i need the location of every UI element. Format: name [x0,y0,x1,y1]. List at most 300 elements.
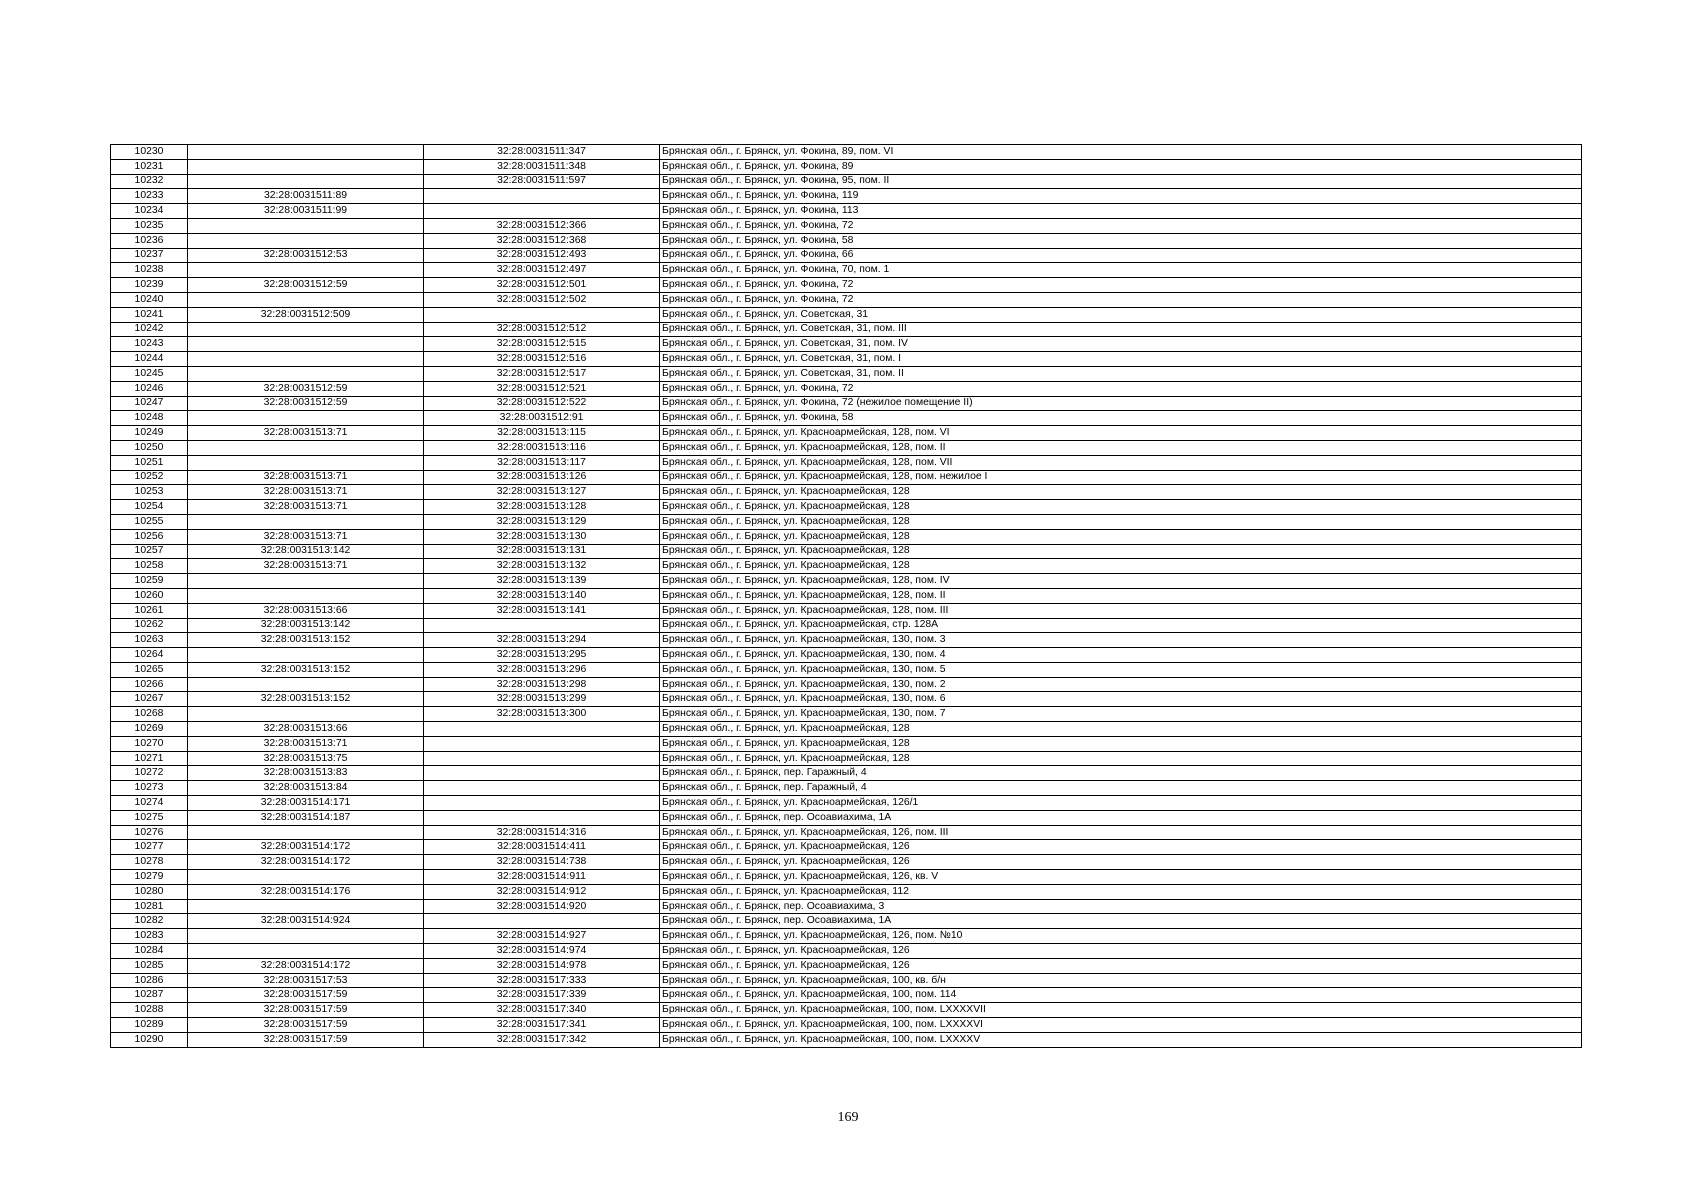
object-cadastral-number-cell: 32:28:0031517:333 [424,973,660,988]
table-row [111,514,1582,529]
object-cadastral-number-cell: 32:28:0031513:131 [424,544,660,559]
address-cell: Брянская обл., г. Брянск, ул. Красноармейская, 128, пом. II [660,588,1582,603]
row-number-cell: 10263 [111,633,188,648]
object-cadastral-number-cell: 32:28:0031512:517 [424,366,660,381]
address-cell: Брянская обл., г. Брянск, ул. Красноармейская, 126, пом. III [660,825,1582,840]
object-cadastral-number-cell: 32:28:0031512:501 [424,278,660,293]
table-row [111,988,1582,1003]
row-number-cell: 10236 [111,233,188,248]
object-cadastral-number-cell [424,810,660,825]
property-register-table [110,144,1582,1048]
land-cadastral-number-cell: 32:28:0031514:924 [188,914,424,929]
row-number-cell: 10251 [111,455,188,470]
row-number-cell: 10232 [111,174,188,189]
row-number-cell: 10257 [111,544,188,559]
object-cadastral-number-cell: 32:28:0031512:366 [424,218,660,233]
row-number-cell: 10267 [111,692,188,707]
land-cadastral-number-cell [188,455,424,470]
land-cadastral-number-cell: 32:28:0031513:142 [188,618,424,633]
land-cadastral-number-cell [188,174,424,189]
address-cell: Брянская обл., г. Брянск, ул. Фокина, 58 [660,411,1582,426]
land-cadastral-number-cell [188,145,424,160]
table-row [111,204,1582,219]
row-number-cell: 10274 [111,796,188,811]
table-row [111,781,1582,796]
address-cell: Брянская обл., г. Брянск, ул. Красноармейская, 126 [660,840,1582,855]
table-row [111,1003,1582,1018]
row-number-cell: 10262 [111,618,188,633]
land-cadastral-number-cell [188,929,424,944]
address-cell: Брянская обл., г. Брянск, ул. Красноармейская, 100, пом. 114 [660,988,1582,1003]
address-cell: Брянская обл., г. Брянск, ул. Советская, 31 [660,307,1582,322]
table-row [111,751,1582,766]
land-cadastral-number-cell [188,218,424,233]
address-cell: Брянская обл., г. Брянск, ул. Красноармейская, 130, пом. 4 [660,648,1582,663]
address-cell: Брянская обл., г. Брянск, ул. Фокина, 89 [660,159,1582,174]
row-number-cell: 10248 [111,411,188,426]
row-number-cell: 10264 [111,648,188,663]
land-cadastral-number-cell [188,514,424,529]
land-cadastral-number-cell [188,159,424,174]
land-cadastral-number-cell [188,233,424,248]
address-cell: Брянская обл., г. Брянск, ул. Красноармейская, 130, пом. 3 [660,633,1582,648]
address-cell: Брянская обл., г. Брянск, ул. Красноармейская, 128 [660,485,1582,500]
table-row [111,825,1582,840]
address-cell: Брянская обл., г. Брянск, ул. Фокина, 72 [660,381,1582,396]
row-number-cell: 10276 [111,825,188,840]
land-cadastral-number-cell: 32:28:0031514:172 [188,855,424,870]
address-cell: Брянская обл., г. Брянск, ул. Красноармейская, 130, пом. 6 [660,692,1582,707]
land-cadastral-number-cell [188,337,424,352]
address-cell: Брянская обл., г. Брянск, ул. Красноармейская, 126, кв. V [660,870,1582,885]
object-cadastral-number-cell: 32:28:0031513:139 [424,574,660,589]
land-cadastral-number-cell: 32:28:0031513:152 [188,633,424,648]
object-cadastral-number-cell [424,796,660,811]
land-cadastral-number-cell: 32:28:0031513:66 [188,722,424,737]
object-cadastral-number-cell: 32:28:0031512:515 [424,337,660,352]
table-row [111,840,1582,855]
land-cadastral-number-cell: 32:28:0031514:172 [188,840,424,855]
object-cadastral-number-cell: 32:28:0031513:116 [424,440,660,455]
row-number-cell: 10237 [111,248,188,263]
object-cadastral-number-cell [424,204,660,219]
table-row [111,899,1582,914]
object-cadastral-number-cell: 32:28:0031511:348 [424,159,660,174]
address-cell: Брянская обл., г. Брянск, ул. Красноармейская, 126/1 [660,796,1582,811]
table-row [111,973,1582,988]
row-number-cell: 10269 [111,722,188,737]
address-cell: Брянская обл., г. Брянск, ул. Фокина, 66 [660,248,1582,263]
land-cadastral-number-cell [188,352,424,367]
object-cadastral-number-cell: 32:28:0031514:911 [424,870,660,885]
table-row [111,292,1582,307]
land-cadastral-number-cell: 32:28:0031511:99 [188,204,424,219]
table-row [111,381,1582,396]
land-cadastral-number-cell: 32:28:0031514:176 [188,884,424,899]
address-cell: Брянская обл., г. Брянск, пер. Гаражный, 4 [660,766,1582,781]
land-cadastral-number-cell: 32:28:0031512:509 [188,307,424,322]
land-cadastral-number-cell: 32:28:0031513:75 [188,751,424,766]
table-row [111,544,1582,559]
table-row [111,263,1582,278]
address-cell: Брянская обл., г. Брянск, ул. Красноармейская, стр. 128А [660,618,1582,633]
table-row [111,159,1582,174]
table-row [111,855,1582,870]
table-row [111,411,1582,426]
table-row [111,322,1582,337]
object-cadastral-number-cell: 32:28:0031517:340 [424,1003,660,1018]
land-cadastral-number-cell: 32:28:0031517:59 [188,1018,424,1033]
row-number-cell: 10266 [111,677,188,692]
address-cell: Брянская обл., г. Брянск, пер. Осоавиахима, 1А [660,810,1582,825]
object-cadastral-number-cell: 32:28:0031514:927 [424,929,660,944]
table-row [111,736,1582,751]
object-cadastral-number-cell: 32:28:0031513:132 [424,559,660,574]
table-row [111,603,1582,618]
table-row [111,796,1582,811]
table-row [111,648,1582,663]
land-cadastral-number-cell [188,574,424,589]
row-number-cell: 10280 [111,884,188,899]
row-number-cell: 10247 [111,396,188,411]
table-row [111,174,1582,189]
address-cell: Брянская обл., г. Брянск, ул. Красноармейская, 128 [660,751,1582,766]
row-number-cell: 10284 [111,944,188,959]
row-number-cell: 10258 [111,559,188,574]
address-cell: Брянская обл., г. Брянск, ул. Фокина, 119 [660,189,1582,204]
table-row [111,396,1582,411]
object-cadastral-number-cell: 32:28:0031513:129 [424,514,660,529]
table-body [111,145,1582,1048]
row-number-cell: 10230 [111,145,188,160]
object-cadastral-number-cell: 32:28:0031514:912 [424,884,660,899]
address-cell: Брянская обл., г. Брянск, ул. Красноармейская, 128, пом. II [660,440,1582,455]
object-cadastral-number-cell: 32:28:0031513:128 [424,500,660,515]
object-cadastral-number-cell: 32:28:0031512:521 [424,381,660,396]
address-cell: Брянская обл., г. Брянск, ул. Красноармейская, 126 [660,855,1582,870]
address-cell: Брянская обл., г. Брянск, ул. Красноармейская, 128 [660,514,1582,529]
address-cell: Брянская обл., г. Брянск, ул. Красноармейская, 128, пом. VI [660,426,1582,441]
object-cadastral-number-cell: 32:28:0031511:347 [424,145,660,160]
land-cadastral-number-cell [188,870,424,885]
object-cadastral-number-cell: 32:28:0031517:339 [424,988,660,1003]
row-number-cell: 10239 [111,278,188,293]
object-cadastral-number-cell [424,189,660,204]
object-cadastral-number-cell: 32:28:0031512:502 [424,292,660,307]
table-row [111,366,1582,381]
row-number-cell: 10288 [111,1003,188,1018]
address-cell: Брянская обл., г. Брянск, ул. Красноармейская, 126 [660,958,1582,973]
table-row [111,233,1582,248]
table-row [111,529,1582,544]
land-cadastral-number-cell [188,292,424,307]
row-number-cell: 10233 [111,189,188,204]
row-number-cell: 10271 [111,751,188,766]
object-cadastral-number-cell: 32:28:0031512:493 [424,248,660,263]
land-cadastral-number-cell: 32:28:0031514:187 [188,810,424,825]
object-cadastral-number-cell: 32:28:0031514:411 [424,840,660,855]
table-row [111,1032,1582,1047]
address-cell: Брянская обл., г. Брянск, пер. Осоавиахима, 3 [660,899,1582,914]
object-cadastral-number-cell: 32:28:0031513:115 [424,426,660,441]
object-cadastral-number-cell [424,307,660,322]
row-number-cell: 10285 [111,958,188,973]
object-cadastral-number-cell [424,781,660,796]
land-cadastral-number-cell: 32:28:0031517:59 [188,988,424,1003]
row-number-cell: 10253 [111,485,188,500]
table-row [111,677,1582,692]
table-row [111,618,1582,633]
land-cadastral-number-cell: 32:28:0031512:59 [188,278,424,293]
address-cell: Брянская обл., г. Брянск, ул. Красноармейская, 130, пом. 5 [660,662,1582,677]
table-row [111,810,1582,825]
table-row [111,278,1582,293]
object-cadastral-number-cell: 32:28:0031513:141 [424,603,660,618]
land-cadastral-number-cell: 32:28:0031513:152 [188,692,424,707]
table-row [111,766,1582,781]
table-row [111,722,1582,737]
row-number-cell: 10235 [111,218,188,233]
land-cadastral-number-cell: 32:28:0031513:71 [188,559,424,574]
row-number-cell: 10282 [111,914,188,929]
table-row [111,337,1582,352]
page-number: 169 [837,1110,859,1125]
address-cell: Брянская обл., г. Брянск, ул. Красноармейская, 100, пом. LXXXXV [660,1032,1582,1047]
address-cell: Брянская обл., г. Брянск, ул. Фокина, 70, пом. 1 [660,263,1582,278]
row-number-cell: 10265 [111,662,188,677]
land-cadastral-number-cell [188,366,424,381]
row-number-cell: 10275 [111,810,188,825]
row-number-cell: 10243 [111,337,188,352]
land-cadastral-number-cell [188,944,424,959]
object-cadastral-number-cell: 32:28:0031514:316 [424,825,660,840]
table-row [111,914,1582,929]
row-number-cell: 10256 [111,529,188,544]
address-cell: Брянская обл., г. Брянск, ул. Красноармейская, 128 [660,559,1582,574]
land-cadastral-number-cell [188,322,424,337]
address-cell: Брянская обл., г. Брянск, пер. Осоавиахима, 1А [660,914,1582,929]
object-cadastral-number-cell: 32:28:0031513:300 [424,707,660,722]
object-cadastral-number-cell [424,736,660,751]
address-cell: Брянская обл., г. Брянск, ул. Красноармейская, 130, пом. 7 [660,707,1582,722]
address-cell: Брянская обл., г. Брянск, ул. Советская, 31, пом. I [660,352,1582,367]
object-cadastral-number-cell: 32:28:0031512:516 [424,352,660,367]
land-cadastral-number-cell: 32:28:0031514:171 [188,796,424,811]
address-cell: Брянская обл., г. Брянск, ул. Красноармейская, 128 [660,529,1582,544]
land-cadastral-number-cell: 32:28:0031513:152 [188,662,424,677]
address-cell: Брянская обл., г. Брянск, ул. Красноармейская, 128, пом. IV [660,574,1582,589]
address-cell: Брянская обл., г. Брянск, ул. Красноармейская, 128 [660,500,1582,515]
object-cadastral-number-cell: 32:28:0031513:130 [424,529,660,544]
table-row [111,884,1582,899]
address-cell: Брянская обл., г. Брянск, ул. Фокина, 58 [660,233,1582,248]
address-cell: Брянская обл., г. Брянск, ул. Фокина, 89, пом. VI [660,145,1582,160]
land-cadastral-number-cell: 32:28:0031513:71 [188,426,424,441]
row-number-cell: 10286 [111,973,188,988]
table-row [111,485,1582,500]
object-cadastral-number-cell: 32:28:0031513:140 [424,588,660,603]
object-cadastral-number-cell [424,722,660,737]
row-number-cell: 10279 [111,870,188,885]
land-cadastral-number-cell: 32:28:0031513:71 [188,736,424,751]
land-cadastral-number-cell: 32:28:0031513:83 [188,766,424,781]
row-number-cell: 10272 [111,766,188,781]
row-number-cell: 10246 [111,381,188,396]
row-number-cell: 10250 [111,440,188,455]
table-row [111,500,1582,515]
row-number-cell: 10234 [111,204,188,219]
table-row [111,440,1582,455]
address-cell: Брянская обл., г. Брянск, ул. Красноармейская, 126, пом. №10 [660,929,1582,944]
row-number-cell: 10255 [111,514,188,529]
land-cadastral-number-cell [188,648,424,663]
table-row [111,352,1582,367]
table-row [111,145,1582,160]
land-cadastral-number-cell [188,707,424,722]
table-row [111,958,1582,973]
row-number-cell: 10283 [111,929,188,944]
address-cell: Брянская обл., г. Брянск, ул. Советская, 31, пом. II [660,366,1582,381]
row-number-cell: 10287 [111,988,188,1003]
table-row [111,662,1582,677]
object-cadastral-number-cell: 32:28:0031513:295 [424,648,660,663]
row-number-cell: 10268 [111,707,188,722]
object-cadastral-number-cell: 32:28:0031513:117 [424,455,660,470]
object-cadastral-number-cell: 32:28:0031513:298 [424,677,660,692]
land-cadastral-number-cell: 32:28:0031513:71 [188,500,424,515]
table-row [111,588,1582,603]
land-cadastral-number-cell: 32:28:0031513:66 [188,603,424,618]
object-cadastral-number-cell [424,914,660,929]
land-cadastral-number-cell: 32:28:0031513:71 [188,485,424,500]
row-number-cell: 10259 [111,574,188,589]
row-number-cell: 10245 [111,366,188,381]
row-number-cell: 10240 [111,292,188,307]
address-cell: Брянская обл., г. Брянск, ул. Советская, 31, пом. III [660,322,1582,337]
address-cell: Брянская обл., г. Брянск, ул. Красноармейская, 130, пом. 2 [660,677,1582,692]
address-cell: Брянская обл., г. Брянск, ул. Красноармейская, 126 [660,944,1582,959]
address-cell: Брянская обл., г. Брянск, ул. Красноармейская, 100, пом. LXXXXVI [660,1018,1582,1033]
table-row [111,248,1582,263]
row-number-cell: 10244 [111,352,188,367]
table-row [111,559,1582,574]
object-cadastral-number-cell: 32:28:0031512:512 [424,322,660,337]
land-cadastral-number-cell: 32:28:0031513:71 [188,470,424,485]
address-cell: Брянская обл., г. Брянск, ул. Красноармейская, 100, пом. LXXXXVII [660,1003,1582,1018]
table-row [111,218,1582,233]
object-cadastral-number-cell: 32:28:0031514:978 [424,958,660,973]
address-cell: Брянская обл., г. Брянск, ул. Фокина, 72 [660,292,1582,307]
address-cell: Брянская обл., г. Брянск, пер. Гаражный, 4 [660,781,1582,796]
object-cadastral-number-cell [424,766,660,781]
row-number-cell: 10242 [111,322,188,337]
table-row [111,633,1582,648]
address-cell: Брянская обл., г. Брянск, ул. Красноармейская, 128, пом. III [660,603,1582,618]
row-number-cell: 10277 [111,840,188,855]
address-cell: Брянская обл., г. Брянск, ул. Фокина, 113 [660,204,1582,219]
row-number-cell: 10231 [111,159,188,174]
object-cadastral-number-cell: 32:28:0031513:126 [424,470,660,485]
land-cadastral-number-cell: 32:28:0031512:59 [188,381,424,396]
object-cadastral-number-cell: 32:28:0031513:296 [424,662,660,677]
object-cadastral-number-cell: 32:28:0031513:299 [424,692,660,707]
row-number-cell: 10290 [111,1032,188,1047]
address-cell: Брянская обл., г. Брянск, ул. Красноармейская, 100, кв. б/н [660,973,1582,988]
address-cell: Брянская обл., г. Брянск, ул. Красноармейская, 128, пом. нежилое I [660,470,1582,485]
land-cadastral-number-cell [188,899,424,914]
row-number-cell: 10273 [111,781,188,796]
table-row [111,929,1582,944]
row-number-cell: 10260 [111,588,188,603]
table-row [111,870,1582,885]
land-cadastral-number-cell [188,588,424,603]
address-cell: Брянская обл., г. Брянск, ул. Красноармейская, 128, пом. VII [660,455,1582,470]
object-cadastral-number-cell: 32:28:0031514:738 [424,855,660,870]
object-cadastral-number-cell: 32:28:0031512:368 [424,233,660,248]
land-cadastral-number-cell: 32:28:0031511:89 [188,189,424,204]
address-cell: Брянская обл., г. Брянск, ул. Красноармейская, 128 [660,736,1582,751]
land-cadastral-number-cell: 32:28:0031517:59 [188,1032,424,1047]
table-row [111,707,1582,722]
land-cadastral-number-cell: 32:28:0031512:59 [188,396,424,411]
address-cell: Брянская обл., г. Брянск, ул. Красноармейская, 128 [660,544,1582,559]
address-cell: Брянская обл., г. Брянск, ул. Советская, 31, пом. IV [660,337,1582,352]
object-cadastral-number-cell: 32:28:0031511:597 [424,174,660,189]
address-cell: Брянская обл., г. Брянск, ул. Фокина, 72 (нежилое помещение II) [660,396,1582,411]
object-cadastral-number-cell: 32:28:0031517:341 [424,1018,660,1033]
address-cell: Брянская обл., г. Брянск, ул. Красноармейская, 128 [660,722,1582,737]
land-cadastral-number-cell [188,825,424,840]
object-cadastral-number-cell: 32:28:0031517:342 [424,1032,660,1047]
object-cadastral-number-cell: 32:28:0031514:974 [424,944,660,959]
address-cell: Брянская обл., г. Брянск, ул. Фокина, 72 [660,218,1582,233]
row-number-cell: 10281 [111,899,188,914]
row-number-cell: 10278 [111,855,188,870]
object-cadastral-number-cell: 32:28:0031513:294 [424,633,660,648]
table-row [111,455,1582,470]
table-row [111,574,1582,589]
address-cell: Брянская обл., г. Брянск, ул. Красноармейская, 112 [660,884,1582,899]
object-cadastral-number-cell: 32:28:0031514:920 [424,899,660,914]
object-cadastral-number-cell: 32:28:0031513:127 [424,485,660,500]
land-cadastral-number-cell: 32:28:0031513:71 [188,529,424,544]
table-row [111,189,1582,204]
table-row [111,470,1582,485]
address-cell: Брянская обл., г. Брянск, ул. Фокина, 95, пом. II [660,174,1582,189]
row-number-cell: 10261 [111,603,188,618]
table-row [111,426,1582,441]
table-row [111,944,1582,959]
row-number-cell: 10289 [111,1018,188,1033]
land-cadastral-number-cell [188,263,424,278]
address-cell: Брянская обл., г. Брянск, ул. Фокина, 72 [660,278,1582,293]
land-cadastral-number-cell: 32:28:0031514:172 [188,958,424,973]
row-number-cell: 10241 [111,307,188,322]
object-cadastral-number-cell: 32:28:0031512:91 [424,411,660,426]
object-cadastral-number-cell [424,751,660,766]
land-cadastral-number-cell: 32:28:0031513:84 [188,781,424,796]
row-number-cell: 10254 [111,500,188,515]
table-row [111,307,1582,322]
row-number-cell: 10238 [111,263,188,278]
row-number-cell: 10252 [111,470,188,485]
object-cadastral-number-cell: 32:28:0031512:522 [424,396,660,411]
land-cadastral-number-cell [188,440,424,455]
land-cadastral-number-cell: 32:28:0031517:59 [188,1003,424,1018]
land-cadastral-number-cell [188,411,424,426]
land-cadastral-number-cell: 32:28:0031513:142 [188,544,424,559]
object-cadastral-number-cell: 32:28:0031512:497 [424,263,660,278]
